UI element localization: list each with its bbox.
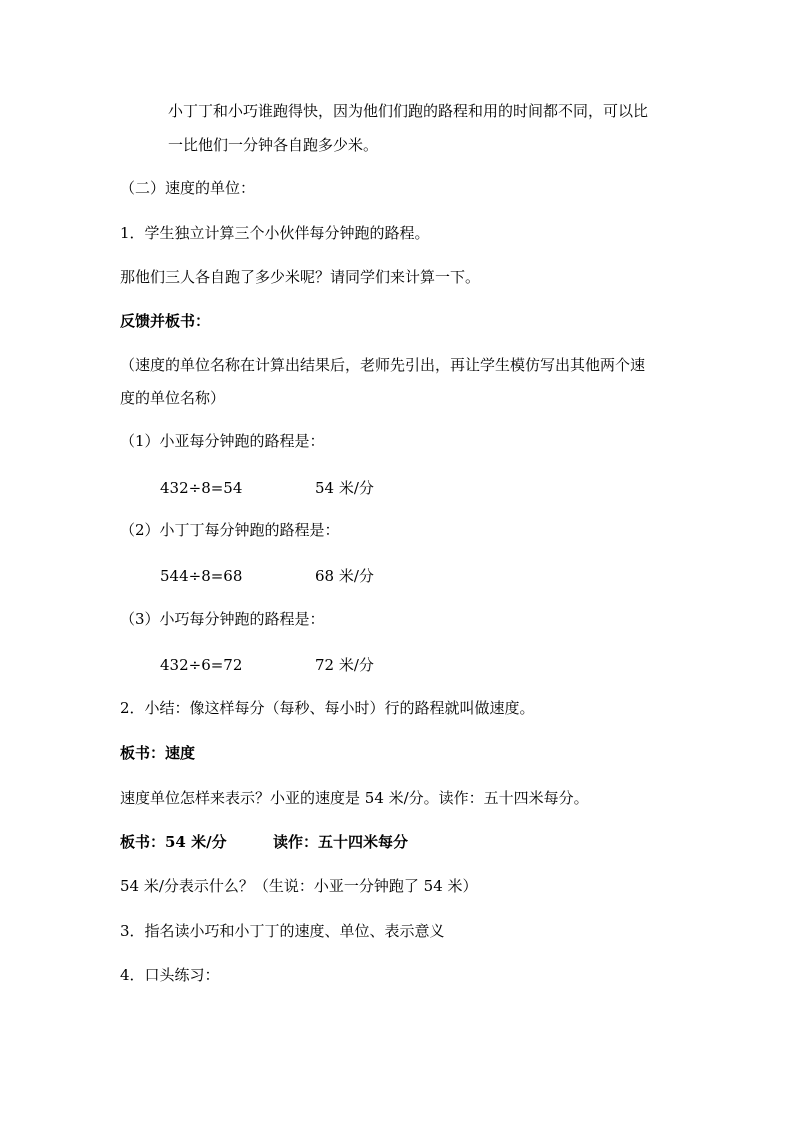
item-3-formula: 432÷6=72: [160, 656, 243, 674]
item-2-result: 68 米/分: [315, 567, 374, 585]
question-line: 那他们三人各自跑了多少米呢？请同学们来计算一下。: [120, 268, 481, 286]
board-unit: 板书：54 米/分: [120, 833, 227, 851]
section-two-heading: （二）速度的单位：: [120, 179, 256, 197]
step-4: 4．口头练习：: [120, 966, 220, 984]
item-3-result: 72 米/分: [315, 656, 374, 674]
board-reading: 读作：五十四米每分: [273, 833, 409, 851]
step-3: 3．指名读小巧和小丁丁的速度、单位、表示意义: [120, 922, 445, 940]
feedback-heading: 反馈并板书：: [120, 312, 211, 330]
intro-line-2: 一比他们一分钟各自跑多少米。: [168, 136, 379, 154]
note-line-2: 度的单位名称）: [120, 389, 226, 407]
item-2-label: （2）小丁丁每分钟跑的路程是：: [120, 521, 340, 539]
note-line-1: （速度的单位名称在计算出结果后，老师先引出，再让学生模仿写出其他两个速: [120, 356, 646, 374]
board-speed: 板书：速度: [120, 744, 196, 762]
step-1: 1．学生独立计算三个小伙伴每分钟跑的路程。: [120, 224, 430, 242]
item-1-formula: 432÷8=54: [160, 479, 243, 497]
item-3-label: （3）小巧每分钟跑的路程是：: [120, 610, 325, 628]
intro-line-1: 小丁丁和小巧谁跑得快，因为他们们跑的路程和用的时间都不同，可以比: [168, 102, 649, 120]
item-2-formula: 544÷8=68: [160, 567, 243, 585]
item-1-result: 54 米/分: [315, 479, 374, 497]
unit-question: 速度单位怎样来表示？小亚的速度是 54 米/分。读作：五十四米每分。: [120, 789, 589, 807]
summary-line: 2．小结：像这样每分（每秒、每小时）行的路程就叫做速度。: [120, 699, 535, 717]
item-1-label: （1）小亚每分钟跑的路程是：: [120, 432, 325, 450]
meaning-question: 54 米/分表示什么？（生说：小亚一分钟跑了 54 米）: [120, 877, 478, 895]
